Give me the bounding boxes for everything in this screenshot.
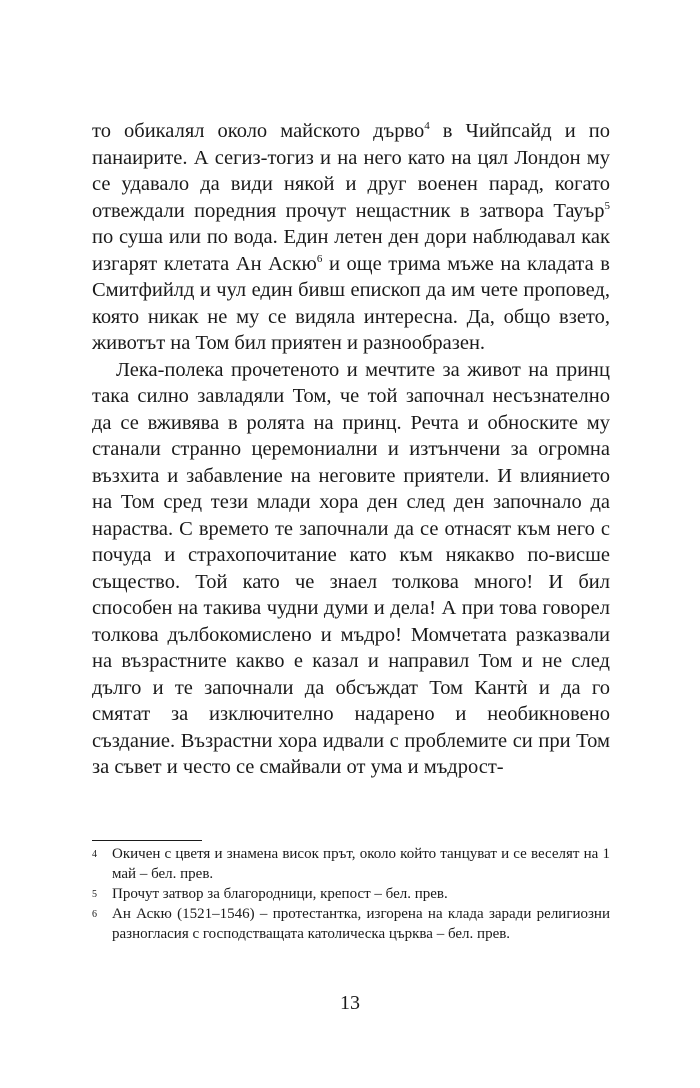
footnote-mark-4: 4 (92, 849, 97, 860)
page-number: 13 (340, 992, 360, 1014)
paragraph-1-text-d: и още трима мъже на кладата в Смитфийлд и чул един бивш епископ да им чете проповед, която никак не му се видяла интересна. Да, общо взето, животът на Том бил приятен и разнообразен. (92, 252, 610, 354)
paragraph-2: Лека-полека прочетеното и мечтите за живот на принц така силно завладяли Том, че той започнал несъзнателно да се вживява в ролята на принц. Речта и обноските му станали странно церемониални и изтънчени за огромна възхита и забавление на неговите приятели. И влиянието на Том сред тези млади хора ден след ден започнало да нараства. С времето те започнали да се отнасят към него с почуда и страхопочитание като към някакво по-висше същество. Той като че знаел толкова много! И бил способен на такива чудни думи и дела! А при това говорел толкова дълбокомислено и мъдро! Момчетата разказвали на възрастните какво е казал и направил Том и не след дълго и те започнали да обсъждат Том Кантѝ и да го смятат за изключително надарено и необикновено създание. Възрастни хора идвали с проблемите си при Том за съвет и често се смайвали от ума и мъдрост- (92, 358, 610, 778)
footnote-mark-6: 6 (92, 909, 97, 920)
paragraph-1 (92, 118, 610, 357)
footnote-5 (92, 884, 610, 904)
footnote-ref-5: 5 (604, 199, 610, 212)
footnote-text-5: Прочут затвор за благородници, крепост – бел. прев. (112, 886, 448, 902)
footnote-text-6: Ан Аскю (1521–1546) – протестантка, изгорена на клада заради религиозни разногласия с господстващата католическа църква – бел. прев. (112, 906, 610, 942)
footnote-6 (92, 904, 610, 944)
footnote-ref-4: 4 (424, 120, 430, 133)
paragraph-1-text-b: в Чийпсайд и по панаирите. А сегиз-тогиз и на него като на цял Лондон му се удавало да види някой и друг военен парад, когато отвеждали поредния прочут нещастник в затвора Тауър (92, 120, 610, 222)
footnotes (92, 844, 610, 944)
paragraph-1-text-c: по суша или по вода. Един летен ден дори наблюдавал как изгарят клетата Ан Аскю (92, 226, 610, 275)
footnote-divider (92, 840, 202, 841)
footnote-text-4: Окичен с цветя и знамена висок прът, около който танцуват и се веселят на 1 май – бел. прев. (112, 846, 610, 882)
footnote-ref-6: 6 (316, 252, 323, 265)
footnote-4 (92, 844, 610, 884)
page-text-block (92, 118, 610, 781)
paragraph-1-text-a: то обикалял около майското дърво (92, 120, 425, 142)
footnote-mark-5: 5 (92, 889, 97, 900)
body-text (92, 118, 610, 781)
